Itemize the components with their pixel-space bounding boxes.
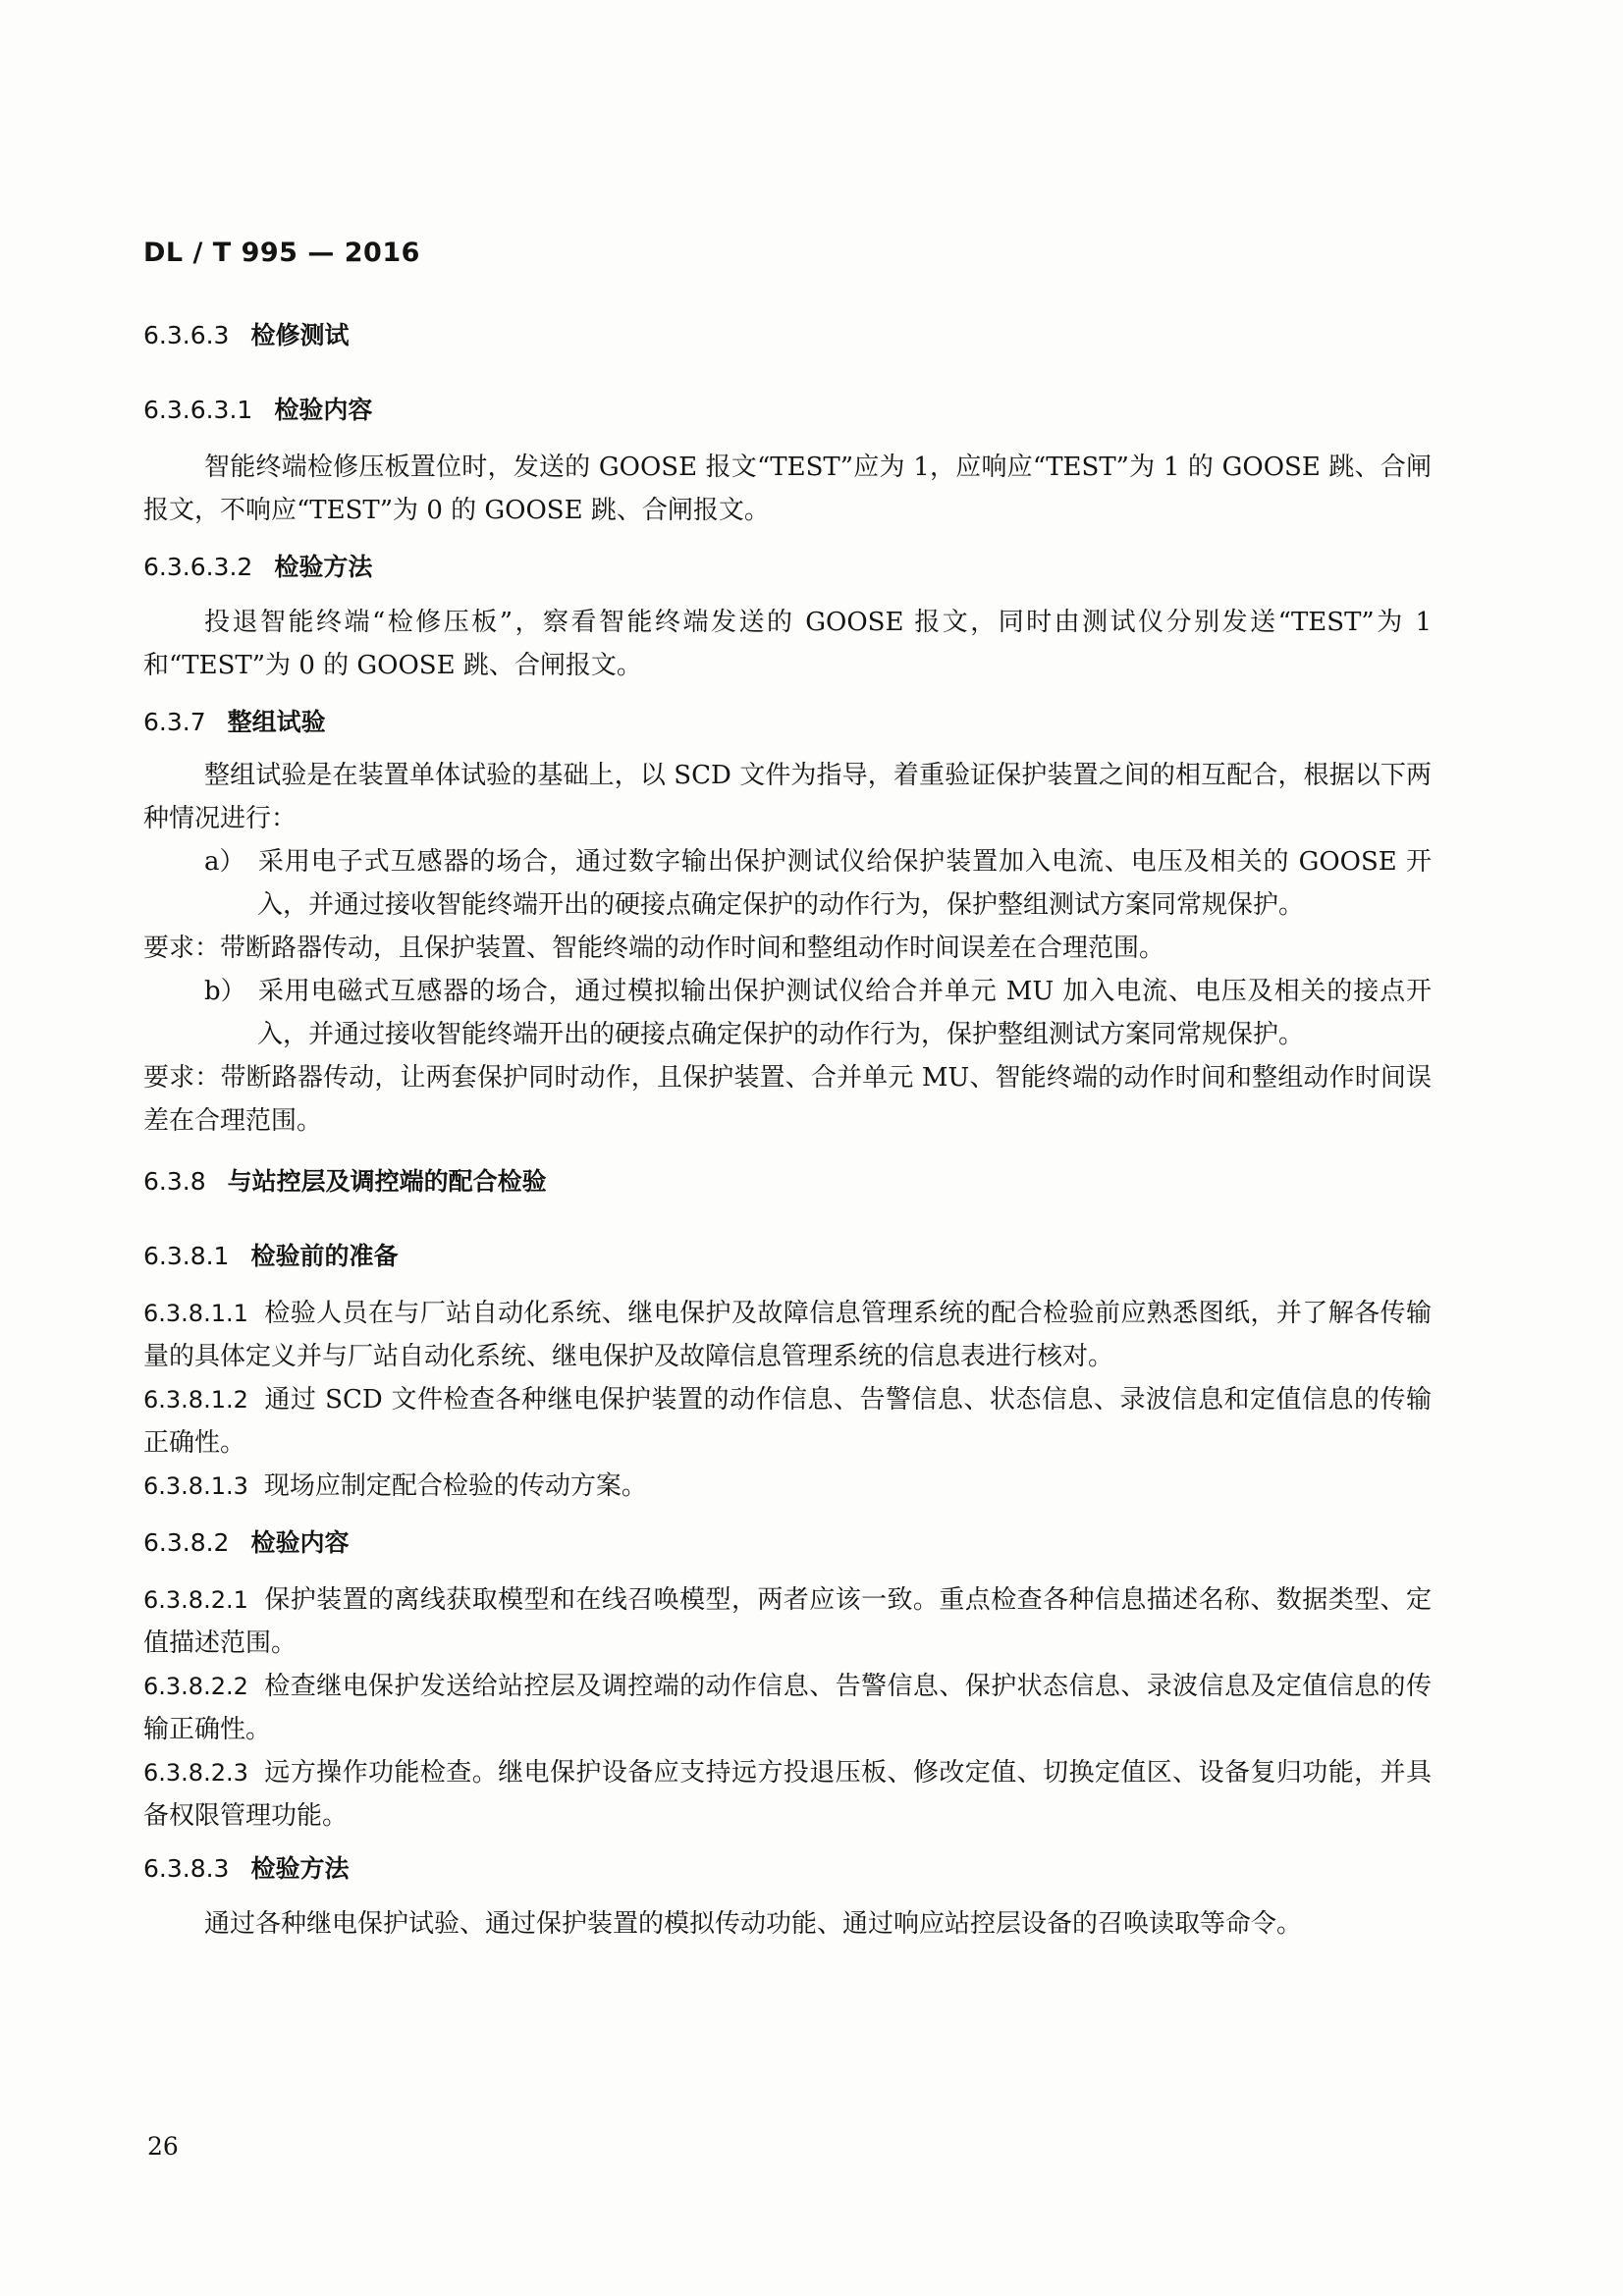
list-item-a: a） 采用电子式互感器的场合，通过数字输出保护测试仪给保护装置加入电流、电压及相关的 GOOSE 开入，并通过接收智能终端开出的硬接点确定保护的动作行为，保护整组测试方案同常规保护。 [204,847,1432,920]
heading-6-3-6-3-2: 6.3.6.3.2 检验方法 [143,553,373,581]
clause-6-3-8-2-2: 6.3.8.2.2 检查继电保护发送给站控层及调控端的动作信息、告警信息、保护状态信息、录波信息及定值信息的传输正确性。 [143,1672,1432,1744]
requirement-b: 要求：带断路器传动，让两套保护同时动作，且保护装置、合并单元 MU、智能终端的动作时间和整组动作时间误差在合理范围。 [143,1063,1432,1136]
list-item-b: b） 采用电磁式互感器的场合，通过模拟输出保护测试仪给合并单元 MU 加入电流、电压及相关的接点开入，并通过接收智能终端开出的硬接点确定保护的动作行为，保护整组测试方案同常规保护。 [204,977,1432,1049]
clause-6-3-8-2-3: 6.3.8.2.3 远方操作功能检查。继电保护设备应支持远方投退压板、修改定值、切换定值区、设备复归功能，并具备权限管理功能。 [143,1758,1432,1831]
paragraph-test-content: 智能终端检修压板置位时，发送的 GOOSE 报文“TEST”应为 1，应响应“TEST”为 1 的 GOOSE 跳、合闸报文，不响应“TEST”为 0 的 GOOSE 跳、合闸报文。 [143,453,1432,525]
clause-6-3-8-1-3: 6.3.8.1.3 现场应制定配合检验的传动方案。 [143,1471,647,1501]
paragraph-verification-method: 通过各种继电保护试验、通过保护装置的模拟传动功能、通过响应站控层设备的召唤读取等命令。 [204,1909,1303,1939]
heading-6-3-7: 6.3.7 整组试验 [143,708,326,736]
clause-6-3-8-1-1: 6.3.8.1.1 检验人员在与厂站自动化系统、继电保护及故障信息管理系统的配合检验前应熟悉图纸，并了解各传输量的具体定义并与厂站自动化系统、继电保护及故障信息管理系统的信息表进行核对。 [143,1299,1432,1371]
paragraph-test-method: 投退智能终端“检修压板”，察看智能终端发送的 GOOSE 报文，同时由测试仪分别发送“TEST”为 1 和“TEST”为 0 的 GOOSE 跳、合闸报文。 [143,608,1432,680]
clause-6-3-8-2-1: 6.3.8.2.1 保护装置的离线获取模型和在线召唤模型，两者应该一致。重点检查各种信息描述名称、数据类型、定值描述范围。 [143,1585,1432,1658]
clause-6-3-8-1-2: 6.3.8.1.2 通过 SCD 文件检查各种继电保护装置的动作信息、告警信息、状态信息、录波信息和定值信息的传输正确性。 [143,1385,1432,1458]
heading-6-3-8-2: 6.3.8.2 检验内容 [143,1528,350,1557]
heading-6-3-6-3: 6.3.6.3 检修测试 [143,321,350,349]
heading-6-3-8-3: 6.3.8.3 检验方法 [143,1854,350,1883]
standard-code: DL / T 995 — 2016 [143,238,420,268]
document-body [143,312,1432,1946]
standard-header [143,238,420,268]
heading-6-3-8: 6.3.8 与站控层及调控端的配合检验 [143,1167,547,1196]
page-number: 26 [147,2132,179,2161]
paragraph-group-test-intro: 整组试验是在装置单体试验的基础上，以 SCD 文件为指导，着重验证保护装置之间的相互配合，根据以下两种情况进行： [143,761,1432,833]
heading-6-3-8-1: 6.3.8.1 检验前的准备 [143,1242,399,1270]
heading-6-3-6-3-1: 6.3.6.3.1 检验内容 [143,396,373,424]
requirement-a: 要求：带断路器传动，且保护装置、智能终端的动作时间和整组动作时间误差在合理范围。 [143,934,1165,963]
